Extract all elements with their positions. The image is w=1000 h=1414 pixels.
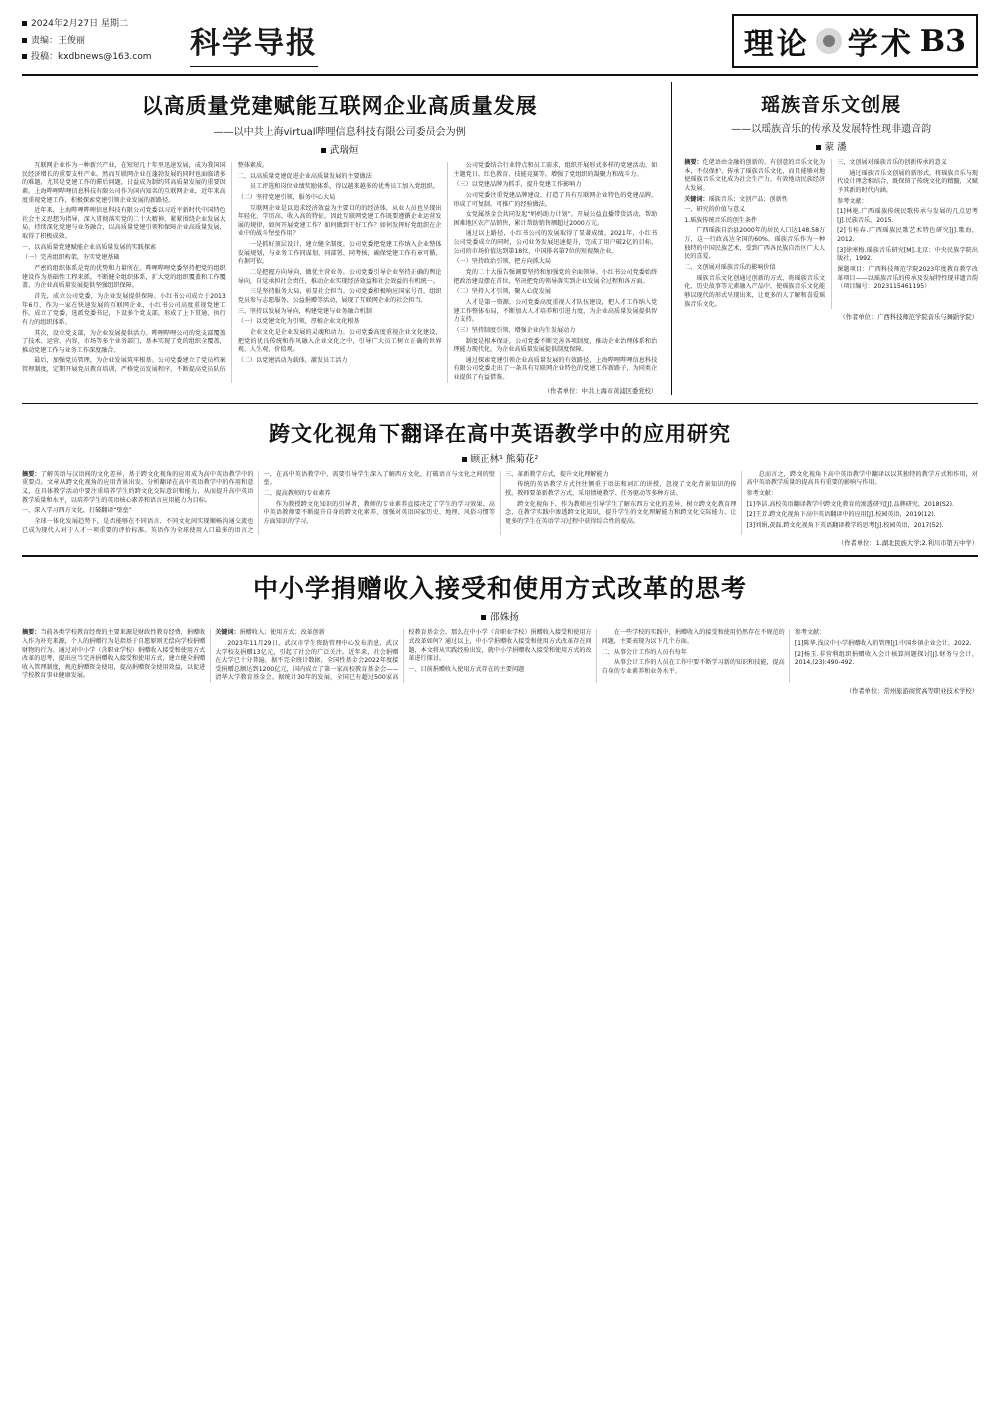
article-2-author: 蒙 潘 <box>824 142 847 153</box>
bullet-icon <box>22 54 27 59</box>
article-3-authors: 顾正林¹ 熊菊花² <box>470 453 539 465</box>
section-heading: 三、革新教学方式，提升文化理解能力 <box>505 470 609 478</box>
paragraph: 广西瑶族自治县2000年的居民人口达148.58万万，这一行政高达全国的60%。瑶族音乐作为一种独特的中国民族艺术，受到广西各民族自治区广大人民的喜爱。 <box>684 227 826 261</box>
article-1-author: 武瑞烜 <box>329 145 359 156</box>
top-zone <box>22 82 978 395</box>
abstract-text: 了解英语与汉语间的文化差异，基于跨文化视角的应用成为高中英语教学中的重要点。文章从跨文化视角的应用背景出发，分析翻译在高中英语教学中的作用和意义，在具体教学活动中要注重培养学生的跨文化交际意识和能力，从而提升高中英语教学质量和水平，以培养学生的英语核心素养和语言应用能力为目标。 <box>22 470 254 504</box>
paragraph: 作为教授跨文化知识的引导者，教师的专业素养直接决定了学生的学习效果。高中英语教师要不断提升自身的跨文化素养，加强对英语国家历史、地理、风俗习惯等方面知识的学习。 <box>263 500 495 525</box>
reference-item: [1]林艳.广西瑶族传统民歌传承与发展的几点思考[J].民族音乐，2015. <box>837 208 978 224</box>
reference-item: [1]陈华.浅议中小学捐赠收入的管理[J].中国乡镇企业会计，2022. <box>794 639 972 647</box>
paragraph: 二是把握方向导向，做优主营业务。公司党委引导企业坚持正确的舆论导向，自觉承担社会责任，推动企业实现经济效益和社会效益的有机统一。 <box>237 269 442 285</box>
paragraph: （一）坚持政治引领，把方向抓大局 <box>453 258 551 266</box>
paragraph: 公司党委注重党建品牌建设，打造了具有互联网企业特色的党建品牌，形成了可复制、可推广的经验做法。 <box>453 191 658 208</box>
article-1-body <box>22 162 657 383</box>
article-2-signature: （作者单位：广西科技师范学院音乐与舞蹈学院） <box>839 314 978 322</box>
paragraph: 女党属基金会共同发起“妈妈助力计划”，开展公益直播带货活动，帮助困难地区农产品销售，累计帮助销售额超过2000万元。 <box>453 211 658 227</box>
section-label-right: 学术 <box>847 27 914 62</box>
abstract-label: 摘要： <box>22 629 41 637</box>
paragraph: 三是坚持服务大局，彰显社会担当。公司党委积极响应国家号召，组织党员参与志愿服务、公益捐赠等活动，展现了互联网企业的社会担当。 <box>237 288 442 304</box>
date-line: 2024年2月27日 星期二 <box>31 19 128 29</box>
section-heading: 二、提高教师的专业素养 <box>263 490 331 498</box>
article-4 <box>22 555 978 695</box>
abstract-text: 仡佬语由金融的创新的、有创意的音乐文化为本，不仅保护、传承了瑶族音乐文化，而且能够对地使瑶族音乐文化成为社会生产力，有效地动民族经济大发展。 <box>684 159 826 192</box>
paper-name: 科学导报 <box>190 18 318 67</box>
paragraph: 在一些学校的实践中，捐赠收入的接受和使用仍然存在不规范的问题，主要表现为以下几个方面。 <box>601 629 785 645</box>
article-1-subtitle: ——以中共上海virtual哔哩信息科技有限公司委员会为例 <box>213 127 466 138</box>
article-1-byline <box>22 142 657 156</box>
paragraph: 公司党委结合行业特点和员工需求，组织开展形式多样的党建活动，如主题党日、红色教育、技能竞赛等，增强了党组织的凝聚力和战斗力。 <box>453 162 658 178</box>
article-3-title: 跨文化视角下翻译在高中英语教学中的应用研究 <box>269 420 731 446</box>
paragraph: 党的二十大报告强调要坚持和加强党的全面领导。小红书公司党委始终把政治建设摆在首位，坚决把党的领导落实到企业发展全过程和各方面。 <box>453 269 658 285</box>
reference-item: [2]杨玉.非营利组织捐赠收入会计核算问题探讨[J].财务与会计，2014,(23):490-492. <box>794 650 978 667</box>
article-2-title: 瑶族音乐文创展 <box>761 94 902 116</box>
article-3 <box>22 403 978 547</box>
article-3-byline <box>22 451 978 465</box>
paragraph: 员工评选和岗位业绩奖励体系，得以越来越多的优秀员工加入党组织。 <box>249 183 439 191</box>
bullet-icon <box>22 21 27 26</box>
article-4-byline <box>22 609 978 623</box>
paragraph: （三）以党建品牌为抓手，提升党建工作影响力 <box>453 181 582 189</box>
paragraph: 制度是根本保证。公司党委不断完善各项制度，推动企业治理体系和治理能力现代化，为企业高质量发展提供制度保障。 <box>453 337 658 354</box>
refs-label: 参考文献： <box>746 490 777 498</box>
paragraph: 一、以高质量党建赋能企业高质量发展的实践探索 <box>22 243 157 251</box>
paragraph: 通过瑶族音乐文创展的新形式，将瑶族音乐与现代设计理念相结合，既保留了传统文化的精髓，又赋予其新的时代内涵。 <box>837 169 978 194</box>
abstract <box>22 471 254 506</box>
mail-line: 投稿：kxdbnews@163.com <box>31 52 152 63</box>
paragraph: （二）以党建活动为载体，激发员工活力 <box>237 356 348 364</box>
article-4-title: 中小学捐赠收入接受和使用方式改革的思考 <box>252 574 747 604</box>
paragraph: 互联网企业作为一种新兴产业，在短短几十年里迅速发展，成为我国国民经济增长的重要支柱产业。然而互联网企业在蓬勃发展的同时也面临诸多的难题，尤其是党建工作的滞后问题，日益成为制约其高质量发展的重要因素。上海哔哩哔哩信息科技有限公司作为国内知名的互联网企业，近年来高度重视党建工作，积极探索党建引领企业发展的新路径。 <box>22 162 226 204</box>
paragraph: 首先，成立公司党委，为企业发展提供保障。小红书公司成立于2013年6月，作为一家在快速发展的互联网企业，小红书公司高度重视党建工作，成立了党委，选派党委书记，下设多个党支部，形成了上下贯通、执行有力的组织体系。 <box>22 292 226 326</box>
paragraph: （二）坚持党建引领，服务中心大局 <box>237 193 336 201</box>
article-1-signature: （作者单位：中共上海市黄浦区委党校） <box>543 387 658 395</box>
section-heading: 一、深入学习西方文化，打破翻译“壁垒” <box>22 507 132 515</box>
byline-square-icon <box>481 615 486 620</box>
masthead-info <box>22 14 172 66</box>
reference-item: [2]韦桂春.广西瑶族民歌艺术特色研究[J].歌海，2012. <box>837 227 978 244</box>
paragraph: 一是抓好顶层设计，建立健全制度。公司党委把党建工作纳入企业整体发展规划，与业务工作同谋划、同部署、同考核，确保党建工作有章可循、有据可依。 <box>237 241 442 266</box>
article-3-signature: （作者单位：1.湖北民族大学;2.利川市第五中学） <box>837 540 978 548</box>
abstract <box>684 159 825 194</box>
paragraph: （二）坚持人才引领，聚人心促发展 <box>453 288 551 296</box>
article-2-subtitle: ——以瑶族音乐的传承及发展特性现非遗音韵 <box>731 124 932 135</box>
paragraph: 二、以高质量党建促进企业高质量发展的主要做法 <box>237 172 372 180</box>
article-1-title: 以高质量党建赋能互联网企业高质量发展 <box>141 93 538 118</box>
paper-name-block <box>172 14 732 67</box>
bullet-icon <box>22 38 27 43</box>
masthead <box>22 14 978 76</box>
section-heading: 一、目前捐赠收入使用方式存在的主要问题 <box>408 665 525 673</box>
paragraph: 企业文化是企业发展的灵魂和动力。公司党委高度重视企业文化建设，把党的优良传统和作风融入企业文化之中，引导广大员工树立正确的世界观、人生观、价值观。 <box>237 328 442 354</box>
paragraph: 通过探索党建引领企业高质量发展的有效路径，上海哔哩哔哩信息科技有限公司党委走出了一条具有互联网企业特色的党建工作新路子，为同类企业提供了有益借鉴。 <box>453 356 658 382</box>
paragraph: 严密的组织体系是党的优势和力量所在。哔哩哔哩党委坚持把党的组织建设作为基础性工程来抓，不断健全组织体系，扩大党的组织覆盖和工作覆盖，为企业高质量发展提供坚强组织保障。 <box>22 265 226 290</box>
section-heading: 一、研究的价值与意义 <box>684 206 746 214</box>
section-heading: 二、从事会计工作的人员有每年 <box>601 648 687 656</box>
section-label-left: 理论 <box>743 27 810 62</box>
keywords-text: 瑶族音乐；文创产品；创新性 <box>708 195 788 203</box>
reference-item: [1]李洁.高校英语翻译教学中跨文化教育的渗透研究[J].品牌研究，2018(S2). <box>746 500 954 508</box>
paragraph: （一）完善组织构架，夯实党建基础 <box>22 254 120 262</box>
article-2-body <box>684 159 978 309</box>
section-heading: 二、文创展对瑶族音乐的影响价值 <box>684 264 776 272</box>
abstract-text: 当前各类学校教育经费的主要来源是财政性教育经费，捐赠收入作为补充来源，个人的捐赠行为是指基于自愿原则无偿向学校捐赠财物的行为。通过对中小学（含职业学校）捐赠收入接受和使用方式改革的思考，提出应当完善捐赠收入接受和使用方式，建立健全捐赠收入管理制度，规范捐赠资金使用，提高捐赠资金使用效益，以促进学校教育事业健康发展。 <box>22 629 206 680</box>
paragraph: 跨文化视角下，作为教师应引导学生了解东西方文化的差异，树立跨文化教育理念，在教学实践中渗透跨文化知识，提升学生的文化理解能力和跨文化交际能力，让更多的学生在英语学习过程中获得综合性的提高。 <box>505 500 737 525</box>
article-4-signature: （作者单位：常州旅游商贸高等职业技术学校） <box>845 688 978 696</box>
fund-note: 课题项目：广西科技师范学院2023年度教育教学改革项目——以瑶族音乐的传承及发展特性现非遗音韵（项目编号：2023115461195） <box>837 266 978 291</box>
paragraph: 三、坚持以发展为导向，构建党建与业务融合机制 <box>237 307 372 315</box>
circle-emblem-icon <box>816 28 842 54</box>
keywords-label: 关键词： <box>215 629 240 637</box>
paragraph: 通过以上路径，小红书公司的发展取得了显著成绩。2021年，小红书公司党委成立的同时，公司业务发展迅速提升，完成了用户破2亿的目标，公司的市场价值达到第18位，中国排名第7位的短视频企业。 <box>453 230 658 255</box>
paragraph: 瑶族音乐文化创通过创新的方式，将瑶族音乐文化、历史故事等元素融入产品中，使瑶族音乐文化能够以现代的形式呈现出来，让更多的人了解和喜爱瑶族音乐文化。 <box>684 274 826 308</box>
byline-square-icon <box>816 145 821 150</box>
section-banner <box>732 14 978 68</box>
page-number: B3 <box>919 23 966 59</box>
paragraph: 总而言之，跨文化视角下高中英语教学中翻译以以其独特的教学方式和作用，对高中英语教学质量的提高具有重要的影响与作用。 <box>746 470 978 487</box>
byline-square-icon <box>321 148 326 153</box>
keywords <box>684 196 825 205</box>
paragraph: 2023年11月29日，武汉市学生资助管理中心发布消息，武汉大学校友捐赠13亿元，引起了社会的广泛关注。近年来，社会捐赠在大学已十分普遍，据不完全统计数据，全国性基金会2022年度接受捐赠总额达到1200亿元，国内成立了第一家高校教育基金会——清华大学教育基金会。据统计30年的发展，全国已有超过500家高校教育基金会。那么在中小学（含职业学校）捐赠收入接受和使用方式改革如何？通过以上，中小学捐赠收入接受和使用方式改革存在问题，本文将从实践经验出发，就中小学捐赠收入接受和使用方式的改革进行探讨。 <box>215 629 592 682</box>
paragraph: （一）以党建文化为引领，厚植企业文化根基 <box>237 318 360 326</box>
article-1 <box>22 82 657 395</box>
paragraph: 互联网企业是以追求经济效益为主要目的的经济体，从业人员也呈现出年轻化、学历高、收入高的特征。因此互联网党建工作既要遵循企业运营发展的规律，如何开展党建工作？如何做到干好工作？如何发挥好党组织在企业中的战斗堡垒作用？ <box>237 204 442 238</box>
byline-square-icon <box>462 457 467 462</box>
article-4-author: 邵姝扬 <box>490 612 519 624</box>
paragraph: 近年来，上海哔哩哔哩信息科技有限公司党委以习近平新时代中国特色社会主义思想为指导，深入贯彻落实党的二十大精神，紧紧围绕企业发展大局，持续深化党建与业务融合，以高质量党建引领和保障企业高质量发展，取得了积极成效。 <box>22 207 226 241</box>
abstract-label: 摘要： <box>22 470 41 478</box>
paragraph: 其次，设立党支部，为企业发展提供活力。哔哩哔哩公司的党支部覆盖了技术、运营、内容、市场等多个业务部门，基本实现了党的组织全覆盖，推动党建工作与业务工作深度融合。 <box>22 329 226 354</box>
keywords <box>215 629 398 638</box>
keywords-text: 捐赠收入；使用方式；改革创新 <box>239 629 325 637</box>
article-3-body <box>22 471 978 535</box>
refs-label: 参考文献： <box>837 197 868 205</box>
section-heading: 三、文创展对瑶族音乐的创新传承的意义 <box>837 159 947 166</box>
article-2 <box>671 82 978 395</box>
article-2-byline <box>684 139 978 153</box>
abstract-label: 摘要： <box>684 159 703 166</box>
editor-line: 责编：王俊丽 <box>31 35 86 46</box>
reference-item: [3]刘娟,黄磊.跨文化视角下英语翻译教学的思考[J].校园英语，2017(52). <box>746 521 944 529</box>
paragraph: （三）坚持制度引领，增强企业内生发展动力 <box>453 326 576 334</box>
paragraph: 传统的英语教学方式往往侧重于语法和词汇的讲授，忽视了文化背景知识的传授。教师要革新教学方式，采用情境教学、任务驱动等多种方法。 <box>505 481 737 498</box>
keywords-label: 关键词： <box>684 195 709 203</box>
refs-label: 参考文献： <box>794 629 826 637</box>
reference-item: [3]徐寒梅.瑶族音乐研究[M].北京：中央民族学院出版社，1992. <box>837 246 978 263</box>
abstract <box>22 629 205 681</box>
paragraph: 最后，加强党员管理，为企业发展筑牢根基。公司党委建立了党员档案管理制度，定期开展党员教育培训，严格党员发展程序，不断提高党员队伍整体素质。 <box>22 162 269 374</box>
reference-item: [2]王芳.跨文化视角下高中英语翻译中的应用[J].校园英语，2019(12). <box>746 511 936 519</box>
article-4-body <box>22 629 978 683</box>
section-heading: 1.瑶族传统音乐的创生条件 <box>684 216 758 224</box>
paragraph: 全球一体化发展趋势下，是否能够在不同语言、不同文化间实现顺畅沟通交流也已成为现代人对于人才一项重要的评价标准。英语作为全球使用人口最多的语言之一，在高中英语教学中，需要引导学生深入了解西方文化，打破语言与文化之间的壁垒。 <box>22 470 495 534</box>
paragraph: 从事会计工作的人员在工作中要不断学习新的知识和技能，提高自身的专业素养和业务水平。 <box>601 659 785 675</box>
paragraph: 人才是第一资源。公司党委高度重视人才队伍建设，把人才工作纳入党建工作整体布局，不断加大人才培养和引进力度，为企业高质量发展提供智力支持。 <box>453 298 658 324</box>
